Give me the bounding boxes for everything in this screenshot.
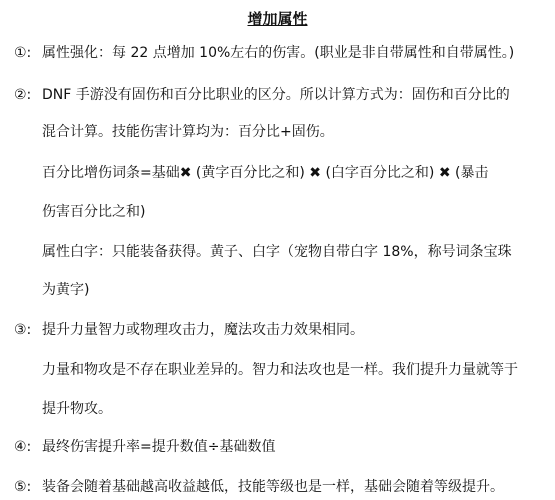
section-1-number: ①:	[14, 45, 32, 61]
section-2-line-6: 为黄字)	[42, 282, 90, 298]
section-3-number: ③:	[14, 322, 32, 338]
section-3-line-2: 力量和物攻是不存在职业差异的。智力和法攻也是一样。我们提升力量就等于	[42, 362, 518, 378]
section-4-line-1: 最终伤害提升率=提升数值÷基础数值	[42, 439, 276, 455]
section-4-number: ④:	[14, 439, 32, 455]
section-1-line-1: 属性强化：每 22 点增加 10%左右的伤害。(职业是非自带属性和自带属性。)	[42, 45, 515, 61]
section-2-line-1: DNF 手游没有固伤和百分比职业的区分。所以计算方式为：固伤和百分比的	[42, 87, 510, 103]
section-5-number: ⑤:	[14, 479, 32, 495]
section-2-line-4: 伤害百分比之和)	[42, 204, 146, 220]
page-title: 增加属性	[247, 10, 308, 28]
section-2-line-2: 混合计算。技能伤害计算均为：百分比+固伤。	[42, 124, 334, 140]
section-5-line-1: 装备会随着基础越高收益越低，技能等级也是一样，基础会随着等级提升。	[42, 479, 504, 495]
section-2-line-3: 百分比增伤词条=基础✖ (黄字百分比之和) ✖ (白字百分比之和) ✖ (暴击	[42, 165, 489, 181]
section-2-line-5: 属性白字：只能装备获得。黄子、白字（宠物自带白字 18%，称号词条宝珠	[42, 244, 512, 260]
section-2-number: ②:	[14, 87, 32, 103]
section-3-line-3: 提升物攻。	[42, 401, 112, 417]
section-3-line-1: 提升力量智力或物理攻击力，魔法攻击力效果相同。	[42, 322, 364, 338]
